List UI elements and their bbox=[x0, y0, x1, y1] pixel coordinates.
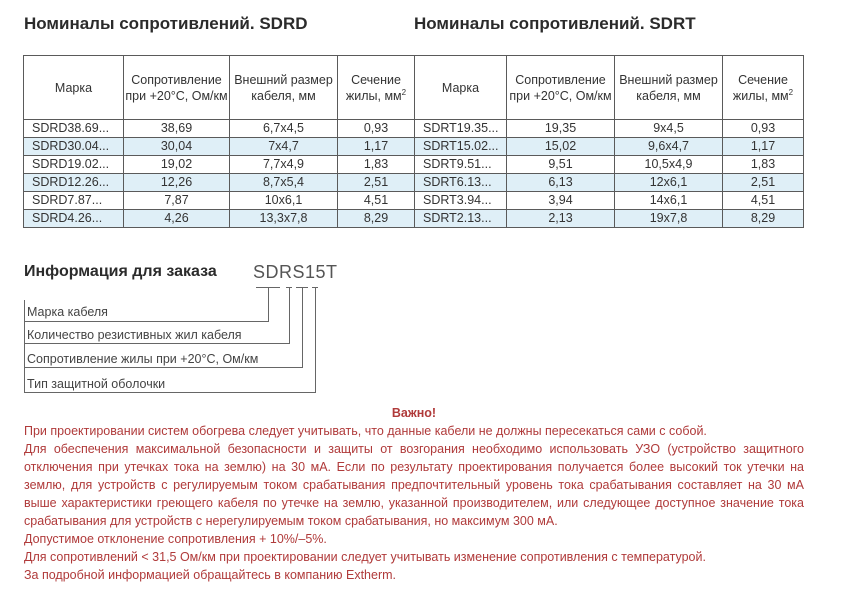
note-paragraph: Допустимое отклонение сопротивления + 10%/–5%. bbox=[24, 532, 327, 546]
cell-section: 2,51 bbox=[338, 174, 415, 192]
table-row bbox=[24, 210, 415, 228]
cell-outer-size: 7x4,7 bbox=[230, 138, 338, 156]
column-header-resistance: Сопротивление при +20°С, Ом/км bbox=[124, 56, 230, 120]
cell-outer-size: 12x6,1 bbox=[615, 174, 723, 192]
cell-mark: SDRD38.69... bbox=[24, 120, 124, 138]
leader-line bbox=[24, 392, 316, 393]
column-header-section: Сечение жилы, $мм^2$ bbox=[723, 56, 804, 120]
cell-mark: SDRT9.51... bbox=[415, 156, 507, 174]
cell-mark: SDRT3.94... bbox=[415, 192, 507, 210]
cell-resistance: 12,26 bbox=[124, 174, 230, 192]
cell-outer-size: 7,7x4,9 bbox=[230, 156, 338, 174]
cell-outer-size: 6,7x4,5 bbox=[230, 120, 338, 138]
cell-mark: SDRT15.02... bbox=[415, 138, 507, 156]
cell-outer-size: 9,6x4,7 bbox=[615, 138, 723, 156]
cell-resistance: 6,13 bbox=[507, 174, 615, 192]
leader-line bbox=[289, 287, 290, 344]
cell-resistance: 19,02 bbox=[124, 156, 230, 174]
table-row bbox=[24, 138, 415, 156]
sdrd-title: Номиналы сопротивлений. SDRD bbox=[24, 14, 308, 33]
sdrd-table bbox=[23, 55, 415, 228]
cell-resistance: 19,35 bbox=[507, 120, 615, 138]
column-header-outer-size: Внешний размер кабеля, мм bbox=[615, 56, 723, 120]
order-info-title: Информация для заказа bbox=[24, 263, 217, 280]
cell-resistance: 7,87 bbox=[124, 192, 230, 210]
table-row bbox=[24, 174, 415, 192]
note-paragraph: Для обеспечения максимальной безопасности и защиты от возгорания необходимо использовать УЗО (устройство защитного отключения при утечках тока на землю) на 30 мА. Если по результату проектирования получается более высокий ток утечки на землю, для устройств с регулируемым током срабатывания предпочтительный уровень тока срабатывания составляет на 30 мА выше характеристики греющего кабеля по утечке на землю, указанной производителем, или следующее доступное значение тока срабатывания для устройств с нерегулируемым током срабатывания, но максимум 300 мА. bbox=[24, 442, 804, 528]
cell-outer-size: 8,7x5,4 bbox=[230, 174, 338, 192]
table-row bbox=[415, 138, 804, 156]
leader-line bbox=[24, 321, 269, 322]
cell-resistance: 9,51 bbox=[507, 156, 615, 174]
cell-mark: SDRD30.04... bbox=[24, 138, 124, 156]
cell-mark: SDRD4.26... bbox=[24, 210, 124, 228]
table-row bbox=[415, 210, 804, 228]
table-row bbox=[415, 174, 804, 192]
cell-mark: SDRD19.02... bbox=[24, 156, 124, 174]
cell-mark: SDRT6.13... bbox=[415, 174, 507, 192]
cell-section: 4,51 bbox=[723, 192, 804, 210]
table-header-row bbox=[415, 56, 804, 120]
cell-mark: SDRD7.87... bbox=[24, 192, 124, 210]
leader-line bbox=[24, 300, 25, 392]
legend-cable-mark: Марка кабеля bbox=[27, 305, 108, 319]
legend-sheath-type: Тип защитной оболочки bbox=[27, 377, 166, 391]
leader-line bbox=[24, 367, 303, 368]
cell-section: 8,29 bbox=[723, 210, 804, 228]
cell-resistance: 2,13 bbox=[507, 210, 615, 228]
cell-resistance: 3,94 bbox=[507, 192, 615, 210]
legend-core-count: Количество резистивных жил кабеля bbox=[27, 328, 242, 342]
leader-line bbox=[315, 287, 316, 393]
note-paragraph: Для сопротивлений < 31,5 Ом/км при проектировании следует учитывать изменение сопротивления с температурой. bbox=[24, 550, 706, 564]
cell-section: 1,83 bbox=[338, 156, 415, 174]
cell-outer-size: 14x6,1 bbox=[615, 192, 723, 210]
important-heading: Важно! bbox=[391, 406, 437, 420]
cell-mark: SDRT19.35... bbox=[415, 120, 507, 138]
cell-outer-size: 9x4,5 bbox=[615, 120, 723, 138]
note-paragraph: За подробной информацией обращайтесь в компанию Extherm. bbox=[24, 568, 396, 582]
cell-resistance: 38,69 bbox=[124, 120, 230, 138]
table-row bbox=[24, 192, 415, 210]
leader-line bbox=[268, 287, 269, 322]
leader-line bbox=[302, 287, 303, 368]
note-paragraph: При проектировании систем обогрева следует учитывать, что данные кабели не должны пересекаться сами с собой. bbox=[24, 424, 707, 438]
table-row bbox=[24, 156, 415, 174]
column-header-mark: Марка bbox=[415, 56, 507, 120]
cell-outer-size: 13,3x7,8 bbox=[230, 210, 338, 228]
leader-line bbox=[24, 343, 290, 344]
table-row bbox=[24, 120, 415, 138]
important-notes bbox=[24, 406, 804, 584]
sdrt-title: Номиналы сопротивлений. SDRT bbox=[414, 14, 696, 33]
table-header-row bbox=[24, 56, 415, 120]
column-header-resistance: Сопротивление при +20°С, Ом/км bbox=[507, 56, 615, 120]
cell-resistance: 4,26 bbox=[124, 210, 230, 228]
legend-core-resistance: Сопротивление жилы при +20°С, Ом/км bbox=[27, 352, 259, 366]
cell-mark: SDRT2.13... bbox=[415, 210, 507, 228]
sdrt-table bbox=[414, 55, 804, 228]
column-header-outer-size: Внешний размер кабеля, мм bbox=[230, 56, 338, 120]
column-header-mark: Марка bbox=[24, 56, 124, 120]
table-row bbox=[415, 120, 804, 138]
cell-section: 2,51 bbox=[723, 174, 804, 192]
cell-section: 8,29 bbox=[338, 210, 415, 228]
cell-section: 0,93 bbox=[723, 120, 804, 138]
cell-outer-size: 19x7,8 bbox=[615, 210, 723, 228]
cell-outer-size: 10,5x4,9 bbox=[615, 156, 723, 174]
table-row bbox=[415, 192, 804, 210]
cell-section: 4,51 bbox=[338, 192, 415, 210]
cell-section: 1,17 bbox=[338, 138, 415, 156]
cell-section: 1,83 bbox=[723, 156, 804, 174]
table-row bbox=[415, 156, 804, 174]
cell-resistance: 30,04 bbox=[124, 138, 230, 156]
cell-section: 0,93 bbox=[338, 120, 415, 138]
column-header-section: Сечение жилы, $мм^2$ bbox=[338, 56, 415, 120]
order-code-example: SDRS15T bbox=[253, 262, 338, 282]
cell-outer-size: 10x6,1 bbox=[230, 192, 338, 210]
cell-mark: SDRD12.26... bbox=[24, 174, 124, 192]
cell-resistance: 15,02 bbox=[507, 138, 615, 156]
cell-section: 1,17 bbox=[723, 138, 804, 156]
